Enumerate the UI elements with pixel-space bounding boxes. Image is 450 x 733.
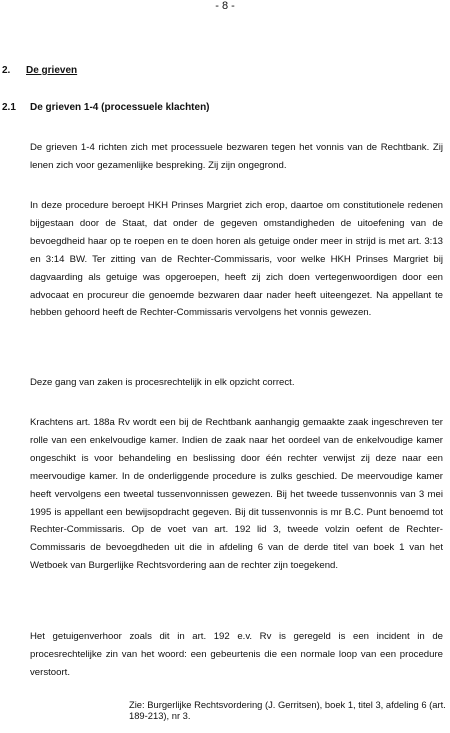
subsection-title: De grieven 1-4 (processuele klachten) [30,102,210,113]
paragraph-3: Deze gang van zaken is procesrechtelijk in elk opzicht correct. [30,377,295,388]
citation-note: Zie: Burgerlijke Rechtsvordering (J. Gerritsen), boek 1, titel 3, afdeling 6 (art. 189-213), nr 3. [129,699,446,721]
section-title: De grieven [26,65,78,76]
section-number: 2. [2,65,11,76]
paragraph-5: Het getuigenverhoor zoals dit in art. 192 e.v. Rv is geregeld is een incident in de procesrechtelijke zin van het woord: een gebeurtenis die een normale loop van een procedure verstoort. [30,631,443,678]
paragraph-1: De grieven 1-4 richten zich met processuele bezwaren tegen het vonnis van de Rechtbank. Zij lenen zich voor gezamenlijke bespreking. Zij zijn ongegrond. [30,142,443,171]
paragraph-4: Krachtens art. 188a Rv wordt een bij de Rechtbank aanhangig gemaakte zaak ingeschreven ter rolle van een enkelvoudige kamer. Indien de zaak naar het oordeel van de enkelvoudige kamer ongeschikt is voor behandeling en beslissing door één rechter verwijst zij deze naar een meervoudige kamer. In de onderliggende procedure is zulks geschied. De meervoudige kamer heeft vervolgens een tweetal tussenvonnissen gewezen. Bij het tweede tussenvonnis van 3 mei 1995 is appellant een bewijsopdracht gegeven. Bij dit tussenvonnis is mr B.C. Punt benoemd tot Rechter-Commissaris. Op de voet van art. 192 lid 3, tweede volzin oefent de Rechter-Commissaris de bevoegdheden uit die in afdeling 6 van de derde titel van boek 1 van het Wetboek van Burgerlijke Rechtsvordering aan de rechter zijn toegekend. [30,417,443,572]
page-number: - 8 - [215,0,235,12]
paragraph-2: In deze procedure beroept HKH Prinses Margriet zich erop, daartoe om constitutionele redenen bijgestaan door de Staat, dat onder de gegeven omstandigheden de uitoefening van de bevoegdheid haar op te roepen en te doen horen als getuige onder meer in strijd is met art. 3:13 en 3:14 BW. Ter zitting van de Rechter-Commissaris, voor welke HKH Prinses Margriet bij dagvaarding als getuige was opgeroepen, heeft zij zich doen vertegenwoordigen door een advocaat en procureur die genoemde bezwaren daar nader heeft uiteengezet. Na appellant te hebben gehoord heeft de Rechter-Commissaris vervolgens het vonnis gewezen. [30,200,443,319]
subsection-number: 2.1 [2,102,16,113]
